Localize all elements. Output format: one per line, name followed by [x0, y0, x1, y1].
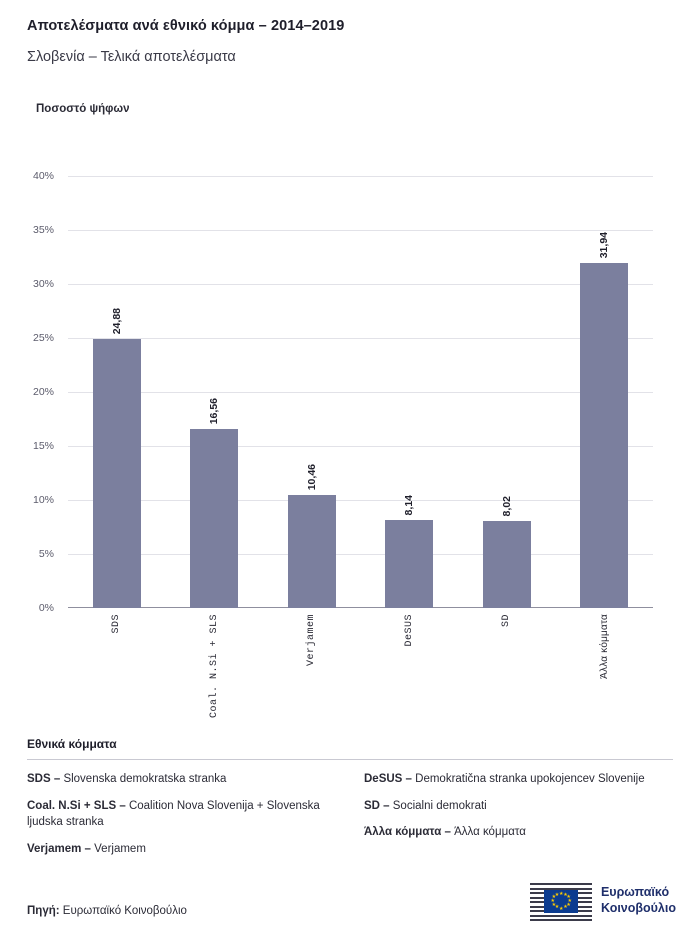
x-axis-label: Coal. N.Si + SLS: [208, 614, 220, 719]
y-axis-tick-label: 35%: [32, 224, 54, 236]
legend-item-abbr: SD –: [364, 799, 393, 812]
bar-value-label: 8,14: [403, 494, 416, 516]
legend-key: [27, 737, 673, 868]
legend-item-name: Demokratična stranka upokojencev Slovenije: [415, 773, 645, 785]
legend-item-name: Socialni demokrati: [392, 799, 487, 812]
legend-title: Εθνικά κόμματα: [27, 737, 117, 751]
source-value: Ευρωπαϊκό Κοινοβούλιο: [62, 905, 187, 917]
bar[interactable]: [385, 520, 433, 608]
x-axis-label-slot: [361, 614, 459, 647]
x-axis-labels: [68, 614, 653, 718]
bar[interactable]: [483, 521, 531, 608]
legend-item-abbr: SDS –: [27, 773, 64, 785]
x-axis-label-slot: [68, 614, 166, 634]
x-axis-label: SD: [501, 614, 513, 628]
y-axis-tick-label: 15%: [32, 440, 54, 452]
x-axis-label-slot: [166, 614, 264, 718]
bar[interactable]: [190, 429, 238, 608]
page-subtitle: Σλοβενία – Τελικά αποτελέσματα: [27, 49, 236, 65]
bar[interactable]: [580, 263, 628, 608]
x-axis-label: Άλλα κόμματα: [598, 614, 610, 679]
logo-text: [601, 885, 676, 916]
logo-line-2: Κοινοβούλιο: [600, 901, 676, 915]
legend-item-name: Άλλα κόμματα: [454, 826, 526, 839]
source-note: [27, 905, 187, 917]
bar-value-label: 10,46: [305, 463, 318, 491]
legend-item: [364, 771, 673, 788]
bar-value-label: 16,56: [208, 397, 221, 425]
bar-value-label: 31,94: [598, 231, 611, 259]
legend-item: [27, 841, 336, 858]
y-axis-tick-label: 20%: [32, 386, 54, 398]
legend-item: [27, 798, 336, 831]
logo-line-1: Ευρωπαϊκό: [600, 885, 670, 900]
bar-column[interactable]: [166, 176, 264, 608]
y-axis-tick-label: 40%: [32, 170, 54, 182]
bar-column[interactable]: [68, 176, 166, 608]
page-title: Αποτελέσματα ανά εθνικό κόμμα – 2014–2019: [27, 18, 345, 34]
y-axis-title: Ποσοστό ψήφων: [36, 103, 130, 115]
bar-column[interactable]: [263, 176, 361, 608]
european-parliament-logo: [530, 880, 676, 922]
bar-value-label: 24,88: [110, 308, 123, 335]
eu-flag-icon: ★ ★ ★ ★ ★ ★ ★ ★ ★ ★ ★ ★: [530, 880, 592, 922]
y-axis-tick-label: 0%: [38, 602, 54, 614]
bar-column[interactable]: [361, 176, 459, 608]
bar[interactable]: [288, 495, 336, 608]
source-label: Πηγή:: [27, 905, 60, 917]
bar-column[interactable]: [458, 176, 556, 608]
y-axis-tick-label: 25%: [32, 332, 54, 344]
bar[interactable]: [93, 339, 141, 608]
legend-item: [27, 771, 336, 788]
x-axis-label: Verjamem: [306, 614, 318, 667]
y-axis-tick-label: 30%: [32, 278, 54, 290]
bar-series: [68, 176, 653, 608]
legend-column-right: [364, 771, 673, 868]
legend-item-abbr: Άλλα κόμματα –: [364, 826, 455, 839]
legend-item-name: Verjamem: [94, 843, 146, 856]
x-axis-label: SDS: [111, 614, 123, 634]
legend-item-abbr: Verjamem –: [27, 843, 95, 856]
legend-item: [364, 824, 673, 841]
x-axis-label-slot: [556, 614, 654, 679]
x-axis-label-slot: [263, 614, 361, 666]
legend-item: [364, 798, 673, 815]
y-axis-tick-label: 10%: [32, 494, 54, 506]
bar-value-label: 8,02: [500, 495, 513, 517]
bar-column[interactable]: [556, 176, 654, 608]
legend-item-name: Slovenska demokratska stranka: [63, 773, 227, 785]
legend-item-name: Coalition Nova Slovenija + Slovenska ljudska stranka: [27, 799, 320, 829]
legend-item-abbr: DeSUS –: [364, 773, 416, 785]
legend-column-left: [27, 771, 336, 868]
x-axis-label: DeSUS: [403, 614, 415, 647]
x-axis-label-slot: [458, 614, 556, 627]
bar-chart: [0, 150, 700, 719]
legend-divider: [27, 759, 673, 760]
y-axis-tick-label: 5%: [38, 548, 54, 560]
legend-item-abbr: Coal. N.Si + SLS –: [27, 799, 129, 812]
